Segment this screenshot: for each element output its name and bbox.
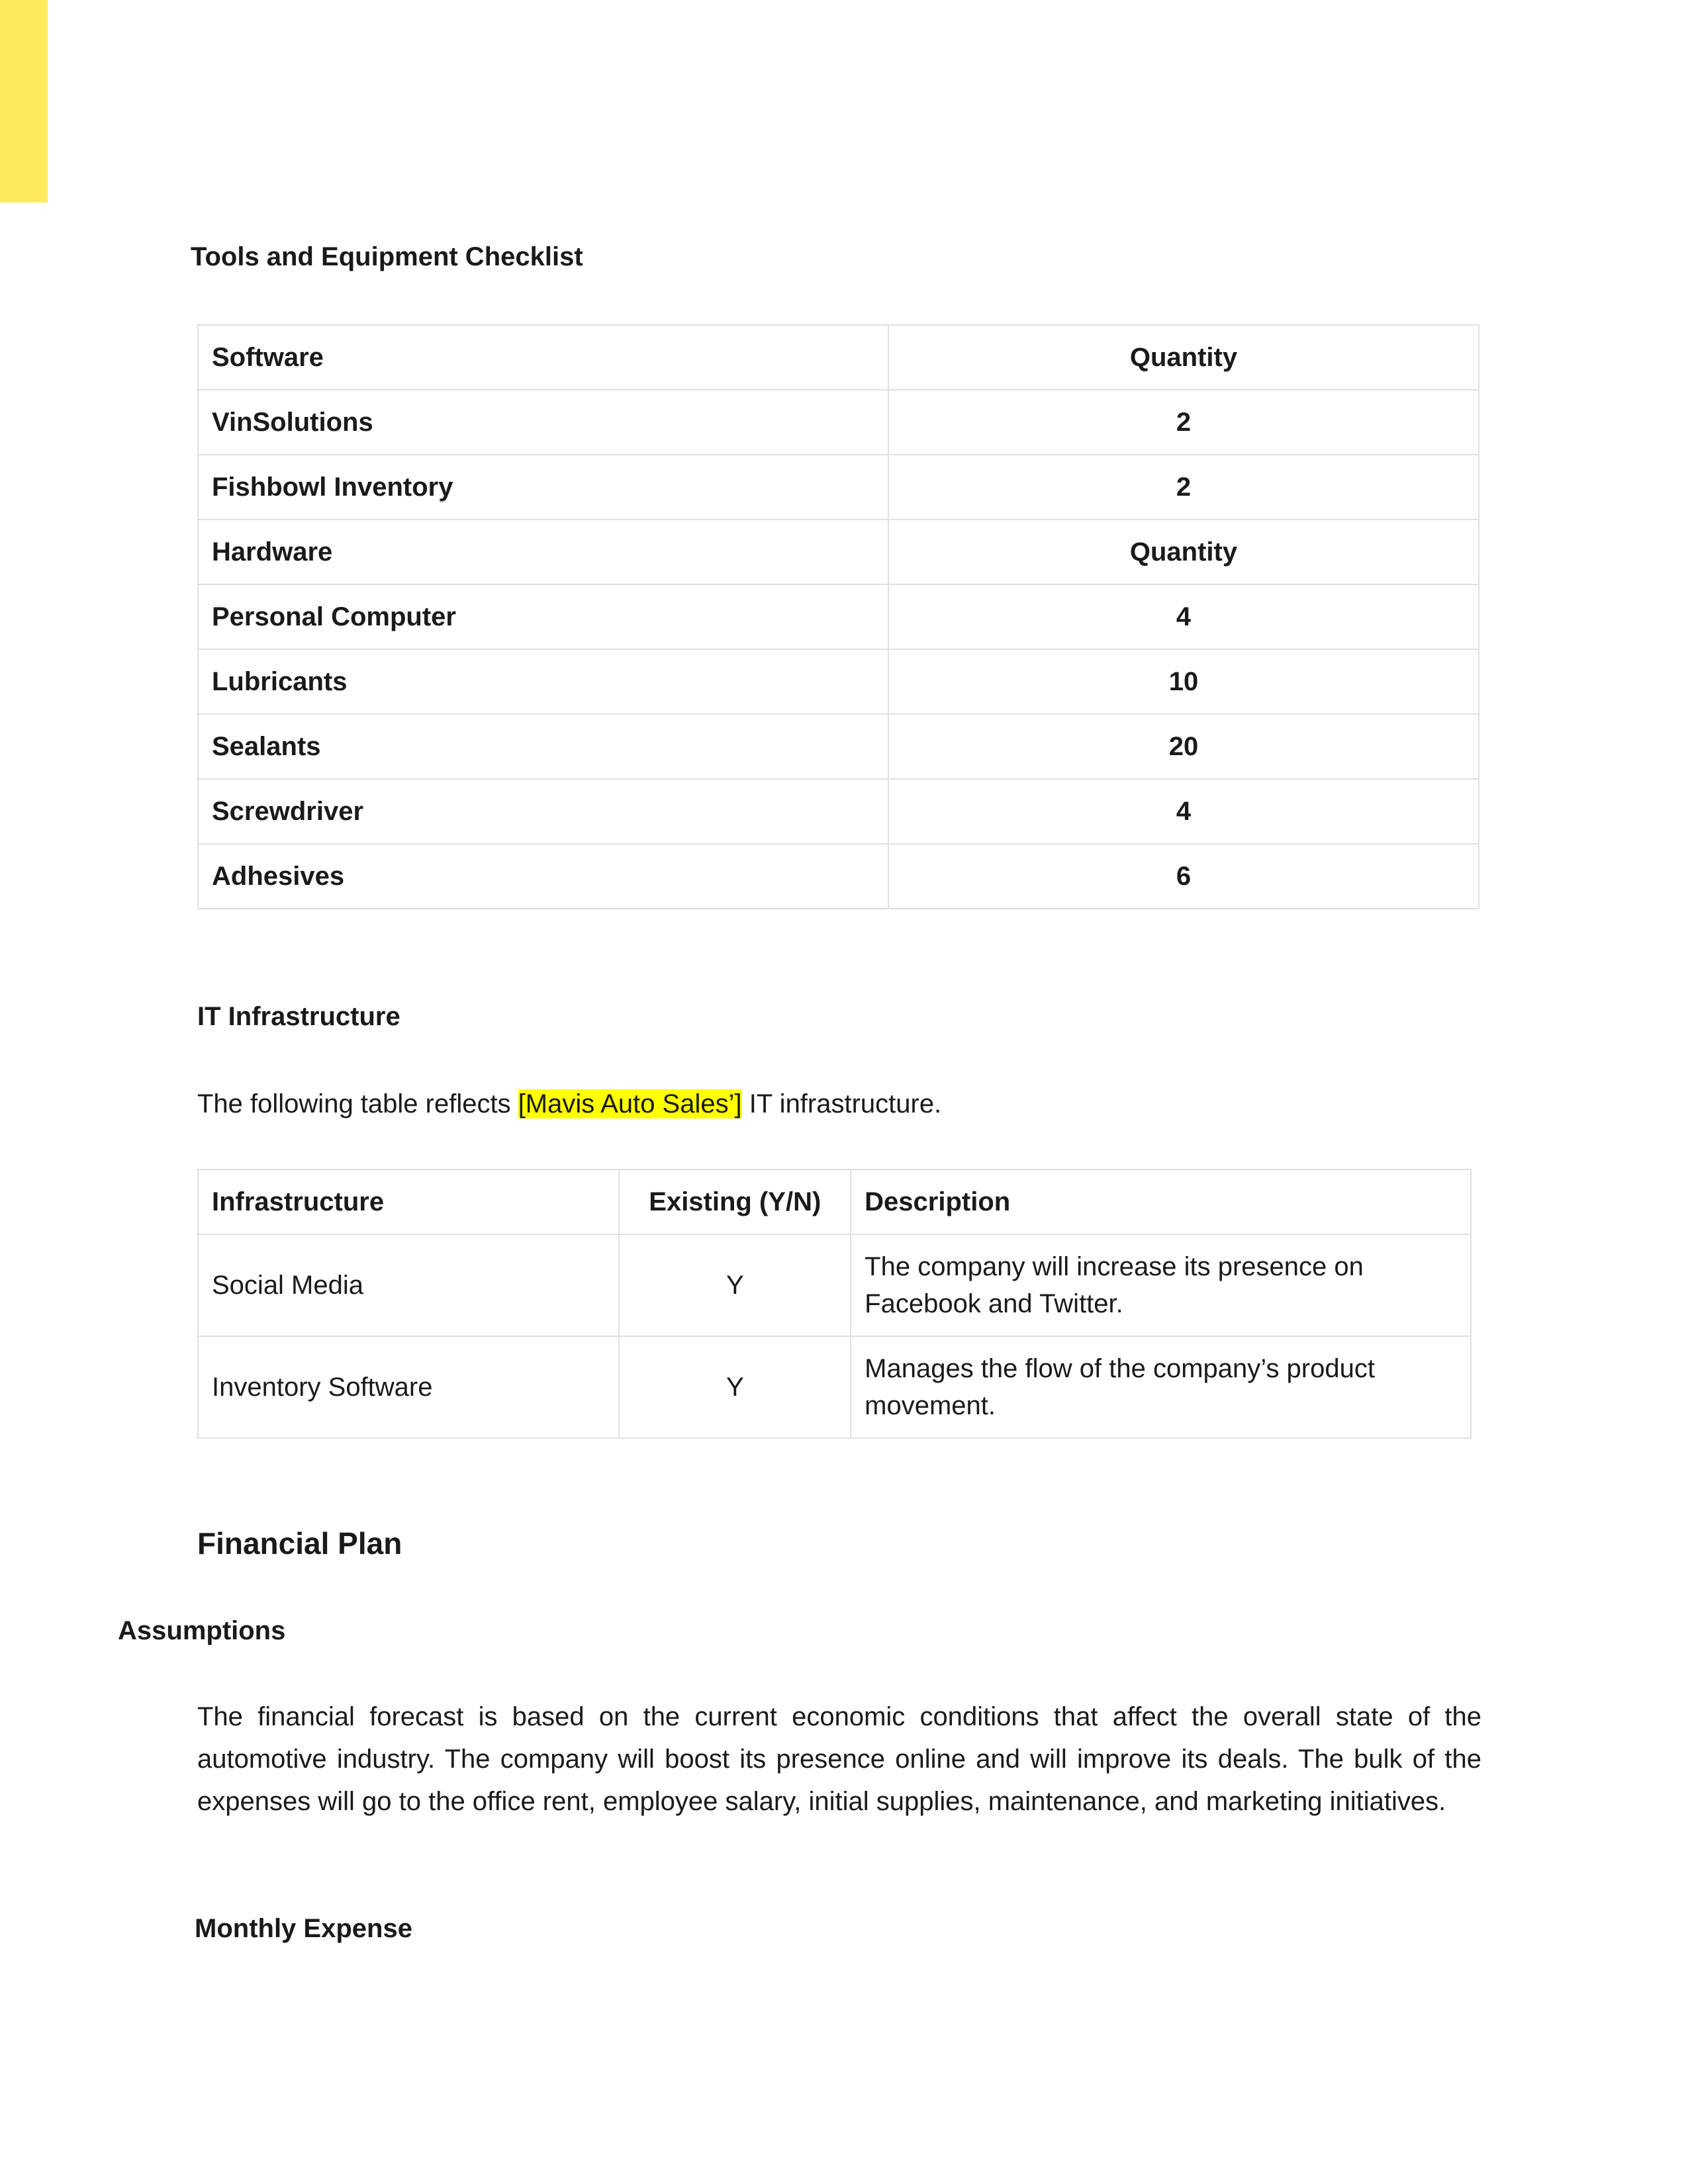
item-cell: Fishbowl Inventory bbox=[198, 455, 888, 520]
quantity-cell: 6 bbox=[888, 844, 1479, 909]
table-row bbox=[198, 714, 1479, 779]
infrastructure-name-cell: Social Media bbox=[198, 1234, 619, 1336]
table-row bbox=[198, 584, 1479, 649]
item-cell: Adhesives bbox=[198, 844, 888, 909]
table-row bbox=[198, 1234, 1471, 1336]
item-cell: Personal Computer bbox=[198, 584, 888, 649]
existing-cell: Y bbox=[619, 1234, 851, 1336]
it-infrastructure-title: IT Infrastructure bbox=[197, 1002, 400, 1031]
item-cell: Hardware bbox=[198, 520, 888, 584]
intro-text-before: The following table reflects bbox=[197, 1089, 518, 1118]
item-cell: Sealants bbox=[198, 714, 888, 779]
assumptions-title: Assumptions bbox=[118, 1616, 286, 1645]
description-cell: Manages the flow of the company’s product movement. bbox=[851, 1336, 1471, 1438]
table-row bbox=[198, 779, 1479, 844]
quantity-cell: Quantity bbox=[888, 325, 1479, 390]
financial-plan-title: Financial Plan bbox=[197, 1526, 402, 1561]
table-row bbox=[198, 390, 1479, 455]
description-cell: The company will increase its presence on Facebook and Twitter. bbox=[851, 1234, 1471, 1336]
yellow-accent-bar bbox=[0, 0, 48, 203]
quantity-cell: 2 bbox=[888, 455, 1479, 520]
item-cell: VinSolutions bbox=[198, 390, 888, 455]
quantity-cell: 20 bbox=[888, 714, 1479, 779]
header-description: Description bbox=[851, 1169, 1471, 1234]
tools-checklist-table bbox=[197, 324, 1479, 909]
header-existing: Existing (Y/N) bbox=[619, 1169, 851, 1234]
table-header-row bbox=[198, 1169, 1471, 1234]
quantity-cell: 4 bbox=[888, 584, 1479, 649]
table-row bbox=[198, 520, 1479, 584]
item-cell: Screwdriver bbox=[198, 779, 888, 844]
quantity-cell: Quantity bbox=[888, 520, 1479, 584]
it-infrastructure-table bbox=[197, 1169, 1472, 1439]
tools-checklist-title: Tools and Equipment Checklist bbox=[191, 242, 583, 271]
existing-cell: Y bbox=[619, 1336, 851, 1438]
company-name-highlight: [Mavis Auto Sales’] bbox=[518, 1089, 742, 1118]
it-infrastructure-intro bbox=[197, 1083, 941, 1125]
item-cell: Lubricants bbox=[198, 649, 888, 714]
intro-text-after: IT infrastructure. bbox=[741, 1089, 942, 1118]
table-row bbox=[198, 455, 1479, 520]
table-row bbox=[198, 325, 1479, 390]
infrastructure-name-cell: Inventory Software bbox=[198, 1336, 619, 1438]
monthly-expense-title: Monthly Expense bbox=[195, 1914, 412, 1943]
table-row bbox=[198, 844, 1479, 909]
quantity-cell: 4 bbox=[888, 779, 1479, 844]
assumptions-paragraph: The financial forecast is based on the current economic conditions that affect the overall state of the automotive industry. The company will boost its presence online and will improve its deals. The bulk of the expenses will go to the office rent, employee salary, initial supplies, maintenance, and marketing initiatives. bbox=[197, 1702, 1481, 1816]
table-row bbox=[198, 1336, 1471, 1438]
table-row bbox=[198, 649, 1479, 714]
item-cell: Software bbox=[198, 325, 888, 390]
quantity-cell: 2 bbox=[888, 390, 1479, 455]
header-infrastructure: Infrastructure bbox=[198, 1169, 619, 1234]
quantity-cell: 10 bbox=[888, 649, 1479, 714]
